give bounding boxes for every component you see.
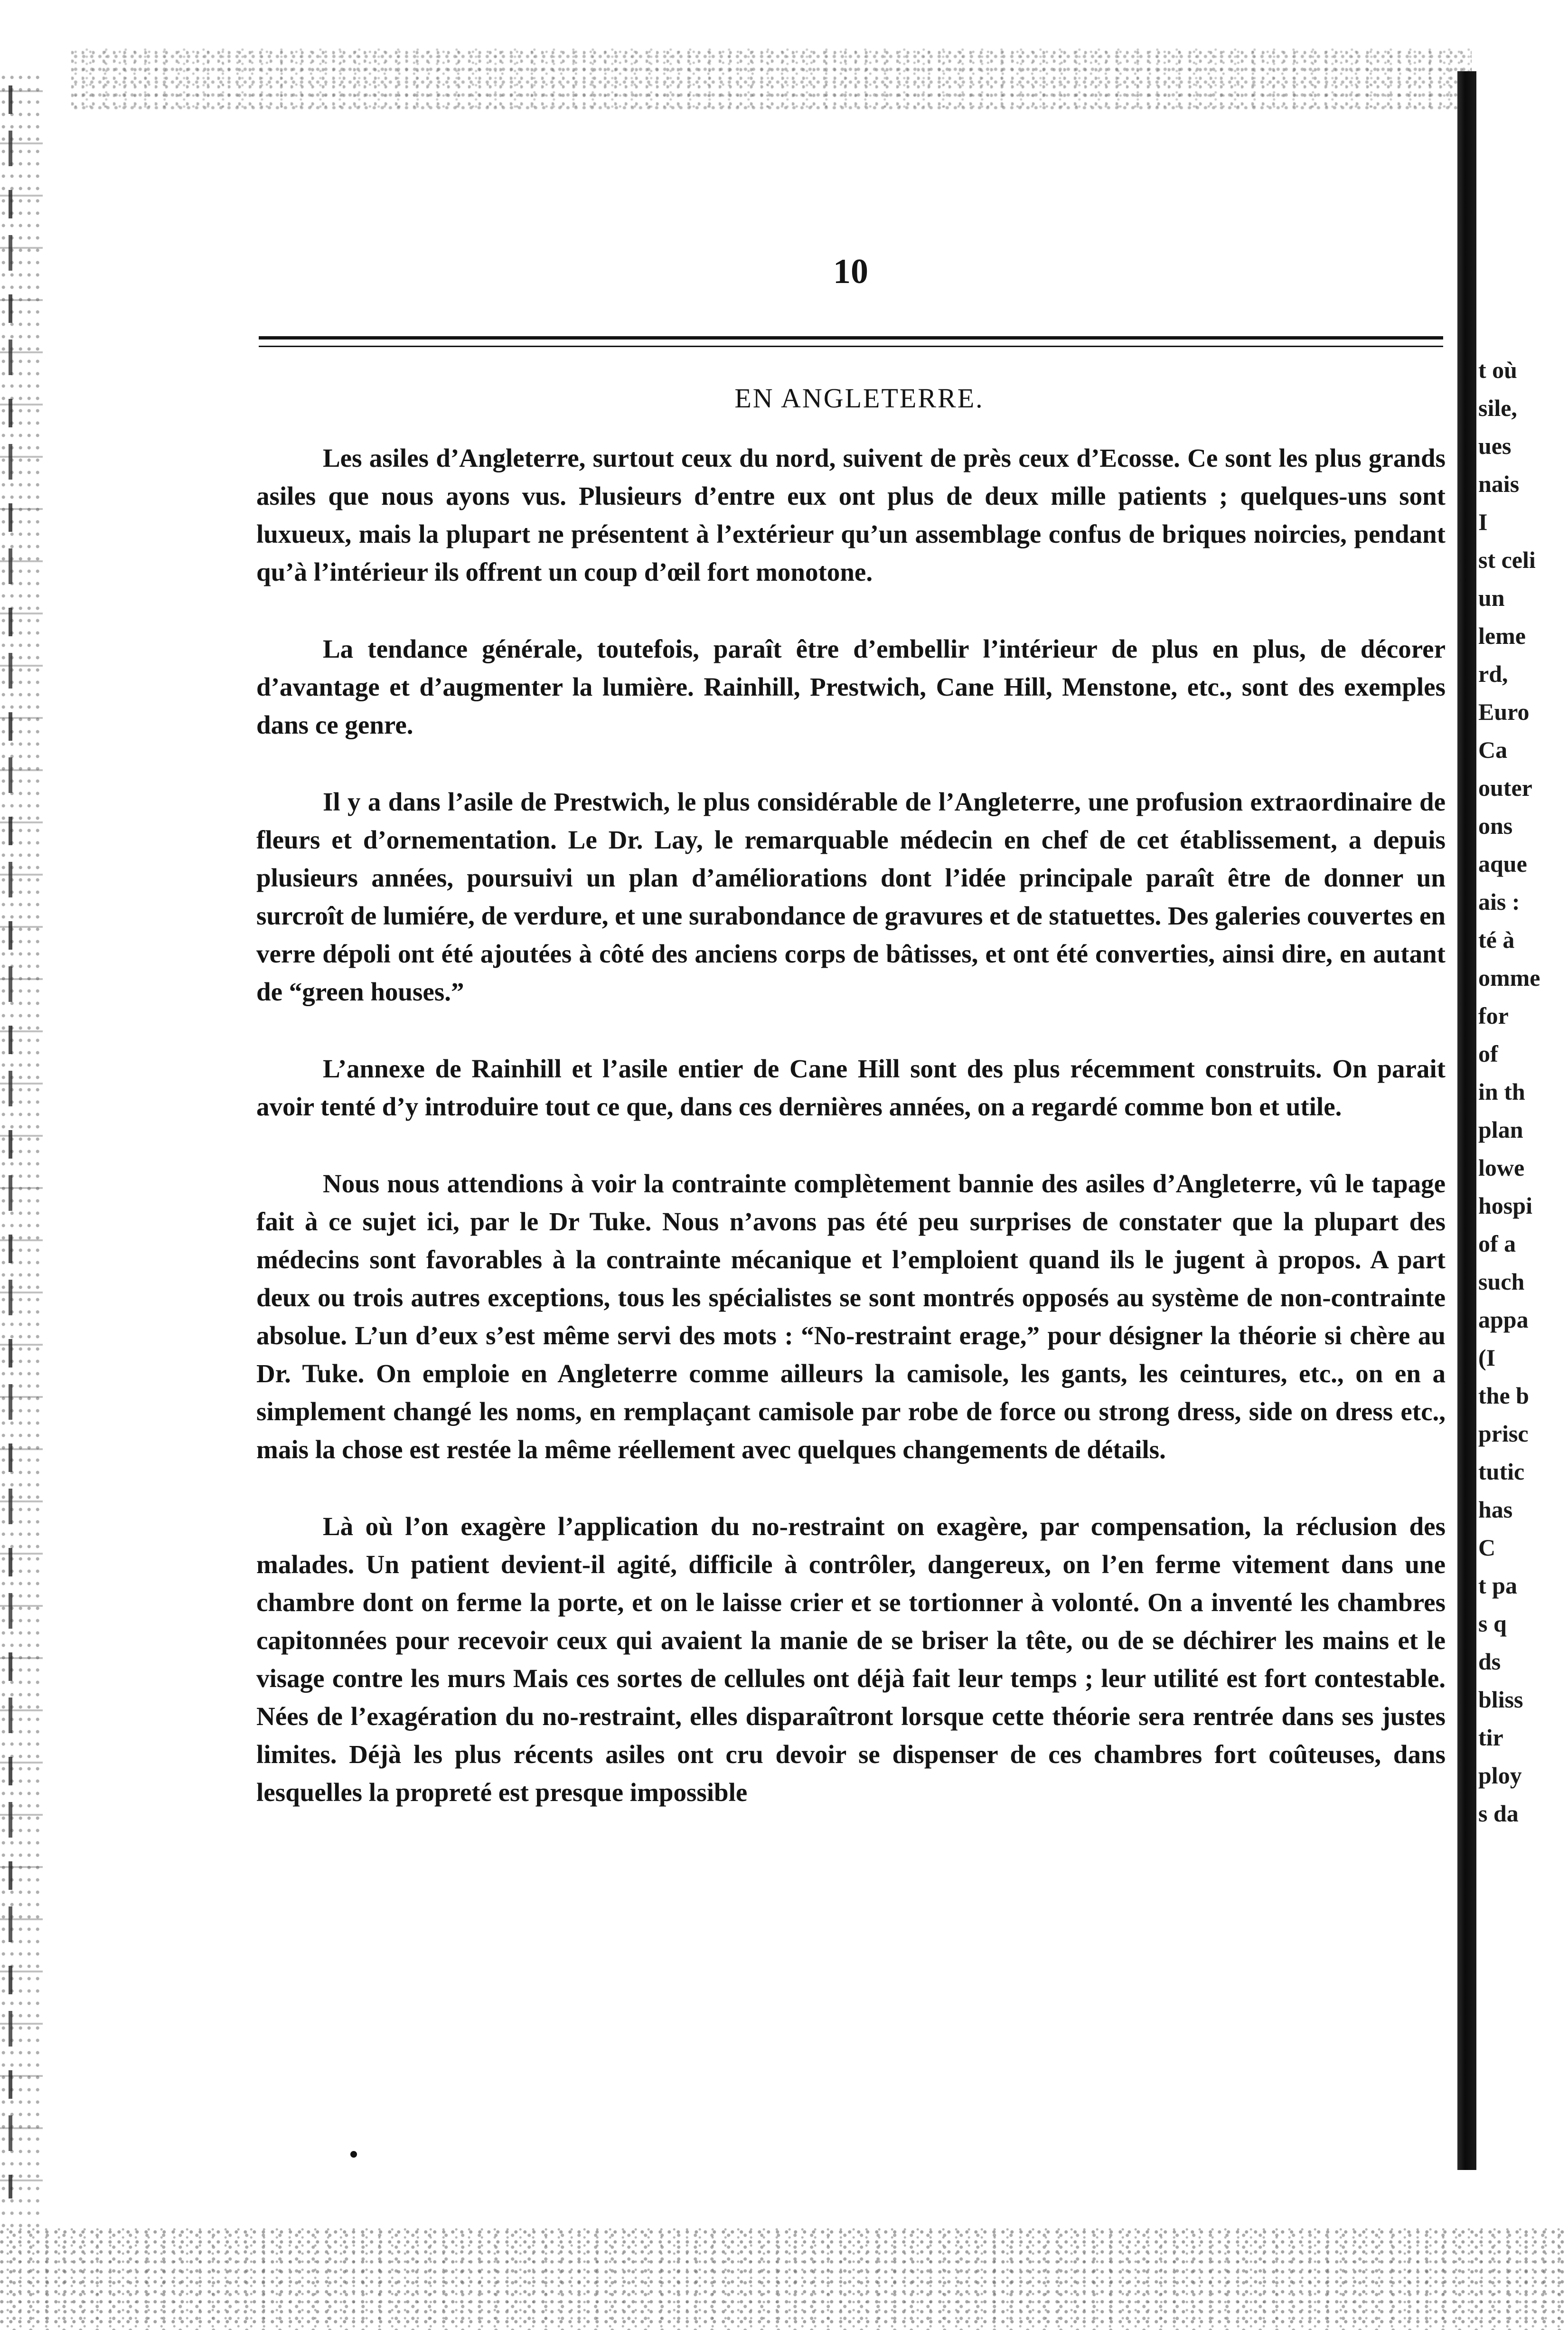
- facing-page-line: ploy: [1478, 1762, 1522, 1789]
- facing-page-line: rd,: [1478, 660, 1508, 687]
- facing-page-line: t où: [1478, 357, 1517, 383]
- header-rule-thin: [259, 346, 1443, 347]
- facing-page-line: tutic: [1478, 1458, 1525, 1485]
- paragraph-5: Nous nous attendions à voir la contrainte complètement bannie des asiles d’Angleterre, vû le tapage fait à ce sujet ici, par le Dr Tuke. Nous n’avons pas été peu surprises de constater que la plupart des médecins sont favorables à la contrainte mécanique et l’emploient quand ils le jugent à propos. A part deux ou trois autres exceptions, tous les spécialistes se sont montrés opposés au système de non-contrainte absolue. L’un d’eux s’est même servi des mots : “No-restraint erage,” pour désigner la théorie si chère au Dr. Tuke. On emploie en Angleterre comme ailleurs la camisole, les gants, les ceintures, etc., on en a simplement changé les noms, en remplaçant camisole par robe de force ou strong dress, side on dress etc., mais la chose est restée la même réellement avec quelques changements de détails.: [256, 1169, 1446, 1464]
- facing-page-line: omme: [1478, 964, 1540, 991]
- facing-page-line: I: [1478, 509, 1488, 535]
- facing-page-line: s da: [1478, 1800, 1519, 1827]
- page-number: 10: [833, 252, 868, 291]
- facing-page-line: in th: [1478, 1078, 1525, 1105]
- facing-page-fragment: [1476, 356, 1568, 2113]
- facing-page-line: bliss: [1478, 1686, 1523, 1713]
- binding-gutter: [1457, 71, 1476, 2170]
- facing-page-line: of a: [1478, 1230, 1516, 1257]
- facing-page-line: C: [1478, 1534, 1496, 1561]
- facing-page-line: ais :: [1478, 888, 1520, 915]
- paragraph-1: Les asiles d’Angleterre, surtout ceux du nord, suivent de près ceux d’Ecosse. Ce sont les plus grands asiles que nous ayons vus. Plusieurs d’entre eux ont plus de deux mille patients ; quelques-uns sont luxueux, mais la plupart ne présentent à l’extérieur qu’un assemblage confus de briques noircies, pendant qu’à l’intérieur ils offrent un coup d’œil fort monotone.: [256, 443, 1446, 586]
- facing-page-line: lowe: [1478, 1154, 1525, 1181]
- facing-page-line: appa: [1478, 1306, 1529, 1333]
- facing-page-line: leme: [1478, 623, 1526, 649]
- facing-page-line: plan: [1478, 1116, 1523, 1143]
- facing-page-line: (I: [1478, 1344, 1496, 1371]
- paragraph-4: L’annexe de Rainhill et l’asile entier de Cane Hill sont des plus récemment construits. On parait avoir tenté d’y introduire tout ce que, dans ces dernières années, on a regardé comme bon et utile.: [256, 1054, 1446, 1121]
- facing-page-line: ons: [1478, 812, 1513, 839]
- scan-noise-bottom: [0, 2227, 1568, 2330]
- scan-noise-top: [71, 47, 1472, 109]
- facing-page-line: nais: [1478, 471, 1520, 497]
- section-title: EN ANGLETERRE.: [734, 383, 984, 414]
- facing-page-line: ues: [1478, 433, 1512, 459]
- paragraph-6: Là où l’on exagère l’application du no-restraint on exagère, par compensation, la réclusion des malades. Un patient devient-il agité, difficile à contrôler, dangereux, on l’en ferme vitement dans une chambre dont on ferme la porte, et on le laisse crier et se tortionner à volonté. On a inventé les chambres capitonnées pour recevoir ceux qui avaient la manie de se briser la tête, ou de se déchirer les mains et le visage contre les murs Mais ces sortes de cellules ont déjà fait leur temps ; leur utilité est fort contestable. Nées de l’exagération du no-restraint, elles disparaîtront lorsque cette théorie sera rentrée dans ses justes limites. Déjà les plus récents asiles ont cru devoir se dispenser de ces chambres fort coûteuses, dans lesquelles la propreté est presque impossible: [256, 1512, 1446, 1807]
- header-rule-thick: [259, 336, 1443, 340]
- facing-page-line: Ca: [1478, 736, 1508, 763]
- facing-page-line: for: [1478, 1002, 1509, 1029]
- facing-page-line: aque: [1478, 850, 1527, 877]
- scan-edge-left: [0, 71, 43, 2232]
- facing-page-line: t pa: [1478, 1572, 1517, 1599]
- facing-page-line: sile,: [1478, 395, 1517, 421]
- facing-page-line: un: [1478, 585, 1505, 611]
- facing-page-line: has: [1478, 1496, 1513, 1523]
- paragraph-3: Il y a dans l’asile de Prestwich, le plus considérable de l’Angleterre, une profusion extraordinaire de fleurs et d’ornementation. Le Dr. Lay, le remarquable médecin en chef de cet établissement, a depuis plusieurs années, poursuivi un plan d’améliorations dont l’idée principale paraît être de donner un surcroît de lumiére, de verdure, et une surabondance de gravures et de statuettes. Des galeries couvertes en verre dépoli ont été ajoutées à côté des anciens corps de bâtisses, et ont été converties, ainsi dire, en autant de “green houses.”: [256, 787, 1446, 1006]
- facing-page-line: the b: [1478, 1382, 1529, 1409]
- facing-page-line: hospi: [1478, 1192, 1532, 1219]
- body-text: [256, 439, 1446, 1811]
- scan-edge-line: [9, 85, 12, 2198]
- facing-page-line: prisc: [1478, 1420, 1529, 1447]
- facing-page-line: outer: [1478, 774, 1532, 801]
- ink-speck: [350, 2151, 357, 2158]
- facing-page-line: té à: [1478, 926, 1515, 953]
- facing-page-line: ds: [1478, 1648, 1501, 1675]
- facing-page-line: such: [1478, 1268, 1525, 1295]
- facing-page-line: st celi: [1478, 547, 1536, 573]
- facing-page-line: tir: [1478, 1724, 1503, 1751]
- facing-page-line: Euro: [1478, 698, 1530, 725]
- paragraph-2: La tendance générale, toutefois, paraît être d’embellir l’intérieur de plus en plus, de décorer d’avantage et d’augmenter la lumière. Rainhill, Prestwich, Cane Hill, Menstone, etc., sont des exemples dans ce genre.: [256, 634, 1446, 739]
- facing-page-line: s q: [1478, 1610, 1507, 1637]
- facing-page-line: of: [1478, 1040, 1498, 1067]
